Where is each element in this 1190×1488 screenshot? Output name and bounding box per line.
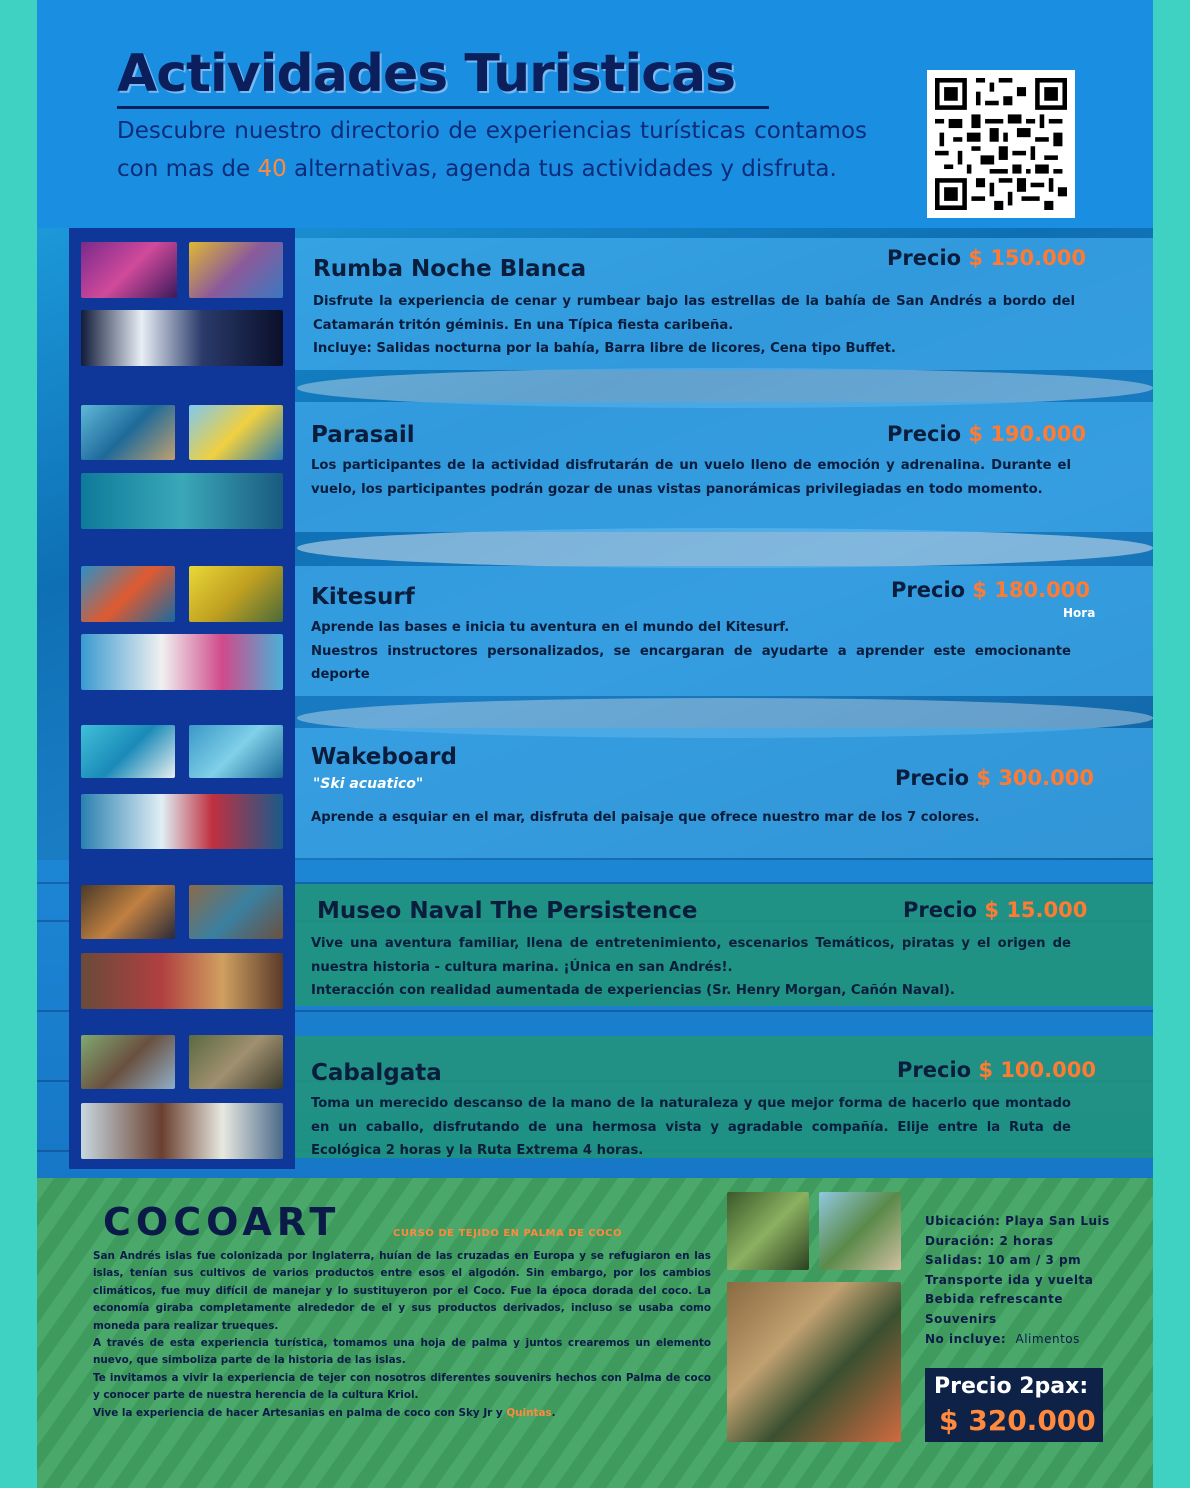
activity-card-rumba[interactable] — [295, 238, 1153, 370]
activity-card-parasail[interactable] — [295, 402, 1153, 532]
price-unit: Hora — [1063, 606, 1096, 620]
cocoart-section — [37, 1178, 1153, 1488]
photo-thumbnail — [81, 1035, 175, 1089]
photo-thumbnail — [81, 725, 175, 778]
photo-thumbnail — [81, 310, 283, 366]
price-label: Precio — [887, 246, 962, 270]
detail-item: Bebida refrescante — [925, 1292, 1063, 1307]
detail-item: Duración: 2 horas — [925, 1233, 1054, 1248]
detail-not-included — [925, 1330, 1110, 1350]
photo-thumbnail — [81, 242, 177, 298]
activity-description: Disfrute la experiencia de cenar y rumbear bajo las estrellas de la bahía de San Andrés a bordo del Catamarán tritón géminis. En una Típica fiesta caribeña. Incluye: Salidas nocturna por la bahía, Barra libre de licores, Cena tipo Buffet. — [313, 294, 1075, 356]
price-amount: $ 190.000 — [968, 422, 1086, 446]
detail-item: Transporte ida y vuelta — [925, 1272, 1094, 1287]
activity-price — [903, 898, 1087, 922]
price-amount: $ 100.000 — [978, 1058, 1096, 1082]
cocoart-text-main: San Andrés islas fue colonizada por Inglaterra, huían de las cruzadas en Europa y se refugiaron en las islas, tenían sus cultivos de varios productos entre esos el algodón. Sin embargo, por los cambios climáticos, fue muy difícil de manejar y lo sustituyeron por el Coco. Fue la época dorada del coco. La economía giraba completamente alrededor de el y sus productos derivados, incluso se usaba como moneda para realizar trueques. A través de esta experiencia turística, tomamos una hoja de palma y juntos crearemos un elemento nuevo, que simboliza parte de la historia de las islas. Te invitamos a vivir la experiencia de tejer con nosotros diferentes souvenirs hechos con Palma de coco y conocer parte de nuestra herencia de la cultura Kriol. Vive la experiencia de hacer Artesanias en palma de coco con Sky Jr y — [93, 1250, 711, 1419]
activity-price — [891, 578, 1090, 602]
activity-description: Toma un merecido descanso de la mano de la naturaleza y que mejor forma de hacerlo que montado en un caballo, disfrutando de una hermosa vista y agradable compañía. Elije entre la Ruta de Ecológica 2 horas y la Ruta Extrema 4 horas. — [311, 1096, 1071, 1158]
cocoart-text-end: . — [551, 1406, 556, 1419]
intro-text — [117, 112, 867, 188]
not-included-label: No incluye: — [925, 1331, 1007, 1346]
wave-decoration — [297, 528, 1153, 568]
cocoart-price-label: Precio 2pax: — [934, 1374, 1089, 1399]
detail-item: Salidas: 10 am / 3 pm — [925, 1253, 1082, 1268]
price-label: Precio — [897, 1058, 972, 1082]
photo-thumbnail — [189, 405, 283, 460]
cocoart-price-amount: $ 320.000 — [939, 1404, 1096, 1437]
photo-thumbnail — [81, 634, 283, 690]
photo-thumbnail — [727, 1282, 901, 1442]
price-amount: $ 15.000 — [984, 898, 1088, 922]
photo-thumbnail — [189, 1035, 283, 1089]
photo-thumbnail — [81, 473, 283, 529]
activity-card-wakeboard[interactable] — [295, 728, 1153, 858]
photo-thumbnail — [189, 242, 283, 298]
cocoart-text-highlight: Quintas — [506, 1406, 552, 1419]
qr-code-graphic — [935, 78, 1067, 210]
activity-price — [897, 1058, 1096, 1082]
activity-name: Parasail — [311, 422, 415, 448]
photo-thumbnail — [189, 566, 283, 622]
price-label: Precio — [891, 578, 966, 602]
activity-description: Aprende las bases e inicia tu aventura en el mundo del Kitesurf. Nuestros instructores personalizados, se encargaran de ayudarte a aprender este emocionante deporte — [311, 620, 1071, 682]
activity-name: Cabalgata — [311, 1060, 442, 1086]
detail-item: Souvenirs — [925, 1311, 997, 1326]
activity-price — [887, 422, 1086, 446]
page-title: Actividades Turisticas — [117, 44, 736, 104]
cocoart-details — [925, 1212, 1110, 1349]
activity-price — [895, 766, 1094, 790]
activity-description: Vive una aventura familiar, llena de entretenimiento, escenarios Temáticos, piratas y el origen de nuestra historia - cultura marina. ¡Única en san Andrés!. Interacción con realidad aumentada de experiencias (Sr. Henry Morgan, Cañón Naval). — [311, 936, 1071, 998]
price-label: Precio — [887, 422, 962, 446]
photo-thumbnail — [727, 1192, 809, 1270]
not-included-value: Alimentos — [1015, 1331, 1080, 1346]
photo-thumbnail — [81, 566, 175, 622]
photo-thumbnail — [81, 885, 175, 939]
activity-card-museo[interactable] — [295, 884, 1153, 1006]
activity-name: Museo Naval The Persistence — [317, 898, 698, 924]
intro-highlight: 40 — [257, 156, 287, 182]
price-amount: $ 150.000 — [968, 246, 1086, 270]
activity-card-cabalgata[interactable] — [295, 1036, 1153, 1158]
intro-part: Descubre nuestro directorio de experiencias turísticas contamos con mas de — [117, 118, 867, 182]
activity-name: Rumba Noche Blanca — [313, 256, 587, 282]
price-amount: $ 180.000 — [972, 578, 1090, 602]
cocoart-kicker: CURSO DE TEJIDO EN PALMA DE COCO — [393, 1228, 623, 1239]
photo-thumbnail — [81, 953, 283, 1009]
qr-code-icon[interactable] — [927, 70, 1075, 218]
activity-description: Los participantes de la actividad disfrutarán de un vuelo lleno de emoción y adrenalina. Durante el vuelo, los participantes podrán gozar de unas vistas panorámicas privilegiadas en todo momento. — [311, 458, 1071, 497]
activity-name: Kitesurf — [311, 584, 415, 610]
photo-thumbnail — [189, 725, 283, 778]
cocoart-description — [93, 1248, 711, 1422]
price-label: Precio — [903, 898, 978, 922]
intro-part: alternativas, agenda tus actividades y disfruta. — [286, 156, 837, 182]
title-underline — [117, 106, 769, 109]
activity-description: Aprende a esquiar en el mar, disfruta del paisaje que ofrece nuestro mar de los 7 colores. — [311, 810, 980, 825]
activity-name: Wakeboard — [311, 744, 457, 770]
photo-thumbnail — [81, 405, 175, 460]
cocoart-price-box — [925, 1368, 1103, 1442]
photo-thumbnail — [81, 1103, 283, 1159]
price-amount: $ 300.000 — [976, 766, 1094, 790]
activity-price — [887, 246, 1086, 270]
photo-thumbnail — [189, 885, 283, 939]
thumbnail-column — [69, 228, 295, 1169]
price-label: Precio — [895, 766, 970, 790]
detail-item: Ubicación: Playa San Luis — [925, 1214, 1110, 1228]
header — [37, 0, 1153, 228]
activity-subtitle: "Ski acuatico" — [313, 776, 424, 792]
photo-thumbnail — [819, 1192, 901, 1270]
photo-thumbnail — [81, 794, 283, 849]
flyer-page — [37, 0, 1153, 1488]
activity-card-kitesurf[interactable] — [295, 566, 1153, 696]
cocoart-title: COCOART — [103, 1200, 341, 1244]
